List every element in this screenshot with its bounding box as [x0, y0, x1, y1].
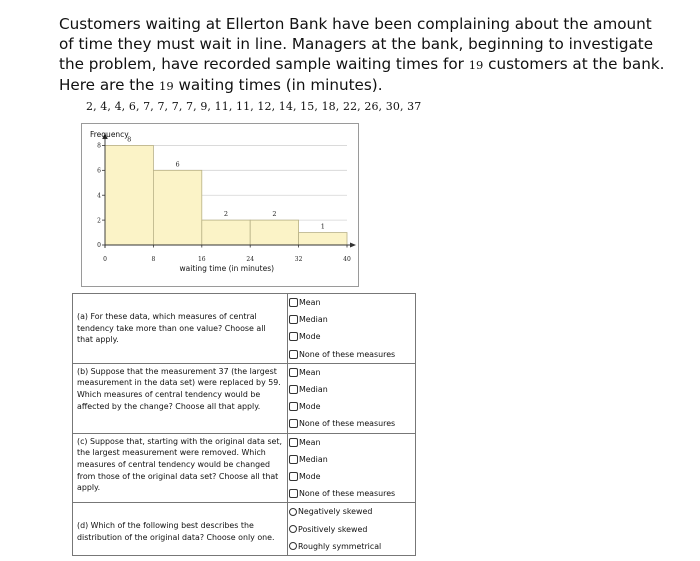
- option-label: Mean: [299, 437, 321, 447]
- option-label: Roughly symmetrical: [298, 541, 382, 551]
- intro-count-2: 19: [159, 79, 174, 93]
- bar-label-32-40: 1: [320, 222, 325, 231]
- option-label: Median: [299, 315, 328, 325]
- option-label: None of these measures: [299, 419, 396, 429]
- bar-label-16-24: 2: [223, 210, 229, 219]
- x-axis-arrow: [350, 243, 356, 248]
- option-label: Mode: [299, 402, 321, 412]
- histogram-svg: [82, 124, 358, 286]
- y-tick-label-8: 8: [97, 142, 101, 150]
- question-row-4: [73, 503, 416, 556]
- intro-text-2: customers at the bank. Here are the: [59, 55, 665, 94]
- checkbox[interactable]: [289, 315, 298, 324]
- checkbox[interactable]: [289, 438, 298, 447]
- radio-option-negatively-skewed[interactable]: [288, 503, 415, 520]
- option-label: None of these measures: [299, 489, 396, 499]
- y-axis-title: Frequency: [90, 130, 129, 139]
- checkbox[interactable]: [289, 455, 298, 464]
- histogram-chart: [81, 123, 359, 287]
- bar-16-24: [202, 220, 250, 245]
- question-row-2: [73, 363, 416, 433]
- checkbox-option-mean[interactable]: [288, 294, 415, 311]
- radio-button[interactable]: [289, 525, 297, 533]
- bar-label-24-32: 2: [272, 210, 277, 219]
- bar-8-16: [153, 170, 201, 245]
- checkbox[interactable]: [289, 472, 298, 481]
- checkbox[interactable]: [289, 298, 298, 307]
- checkbox[interactable]: [289, 332, 298, 341]
- checkbox[interactable]: [289, 419, 298, 428]
- bar-0-8: [105, 145, 153, 245]
- x-tick-label-32: 32: [294, 256, 303, 263]
- option-label: Positively skewed: [298, 524, 368, 534]
- data-values: 2, 4, 4, 6, 7, 7, 7, 7, 9, 11, 11, 12, 14, 15, 18, 22, 26, 30, 37: [86, 100, 422, 113]
- problem-statement: [59, 14, 669, 96]
- option-label: Mean: [299, 298, 321, 308]
- checkbox-option-none-of-these-measures[interactable]: [288, 415, 415, 432]
- checkbox[interactable]: [289, 402, 298, 411]
- checkbox[interactable]: [289, 368, 298, 377]
- question-text-2: (b) Suppose that the measurement 37 (the largest measurement in the data set) were replaced by 59. Which measures of central tendency would be affected by the change? Choose all that apply.: [73, 363, 288, 433]
- option-label: Median: [299, 454, 328, 464]
- x-tick-label-40: 40: [343, 256, 351, 263]
- option-label: Mode: [299, 332, 321, 342]
- option-label: Mode: [299, 471, 321, 481]
- checkbox-option-median[interactable]: [288, 311, 415, 328]
- checkbox[interactable]: [289, 489, 298, 498]
- intro-text-1: Customers waiting at Ellerton Bank have been complaining about the amount of time they must wait in line. Managers at the bank, beginning to investigate the problem, have recorded sample waiting times for: [59, 15, 654, 73]
- x-tick-label-0: 0: [103, 256, 107, 263]
- option-label: Negatively skewed: [298, 507, 373, 517]
- checkbox-option-median[interactable]: [288, 381, 415, 398]
- y-tick-label-6: 6: [97, 167, 101, 175]
- bar-32-40: [299, 233, 347, 245]
- y-tick-label-0: 0: [97, 242, 101, 250]
- checkbox-option-none-of-these-measures[interactable]: [288, 346, 415, 363]
- checkbox-option-mean[interactable]: [288, 364, 415, 381]
- checkbox-option-mode[interactable]: [288, 468, 415, 485]
- checkbox-option-mode[interactable]: [288, 328, 415, 345]
- checkbox-option-mean[interactable]: [288, 434, 415, 451]
- bar-label-0-8: 8: [127, 135, 132, 144]
- intro-text-3: waiting times (in minutes).: [173, 76, 383, 94]
- question-text-3: (c) Suppose that, starting with the original data set, the largest measurement were removed. Which measures of central tendency would be changed from those of the original data set? Choose all that apply.: [73, 433, 288, 503]
- x-tick-label-16: 16: [197, 256, 206, 263]
- options-cell-2: [288, 363, 416, 433]
- x-tick-label-8: 8: [151, 256, 156, 263]
- radio-option-positively-skewed[interactable]: [288, 520, 415, 537]
- checkbox-option-none-of-these-measures[interactable]: [288, 485, 415, 502]
- bar-24-32: [250, 220, 298, 245]
- options-cell-4: [288, 503, 416, 556]
- x-tick-label-24: 24: [246, 256, 255, 263]
- y-tick-label-2: 2: [97, 217, 101, 225]
- checkbox-option-median[interactable]: [288, 451, 415, 468]
- checkbox[interactable]: [289, 350, 298, 359]
- radio-button[interactable]: [289, 508, 297, 516]
- intro-count: 19: [468, 58, 484, 72]
- radio-option-roughly-symmetrical[interactable]: [288, 538, 415, 555]
- question-row-1: [73, 294, 416, 364]
- options-cell-3: [288, 433, 416, 503]
- questions-table: [72, 293, 416, 556]
- x-axis-title: waiting time (in minutes): [179, 264, 275, 273]
- option-label: Mean: [299, 367, 321, 377]
- question-row-3: [73, 433, 416, 503]
- radio-button[interactable]: [289, 542, 297, 550]
- question-text-4: (d) Which of the following best describes the distribution of the original data? Choose only one.: [73, 503, 288, 556]
- option-label: Median: [299, 385, 328, 395]
- question-text-1: (a) For these data, which measures of central tendency take more than one value? Choose all that apply.: [73, 294, 288, 364]
- option-label: None of these measures: [299, 349, 396, 359]
- checkbox-option-mode[interactable]: [288, 398, 415, 415]
- y-tick-label-4: 4: [97, 192, 101, 200]
- bar-label-8-16: 6: [175, 160, 180, 169]
- options-cell-1: [288, 294, 416, 364]
- checkbox[interactable]: [289, 385, 298, 394]
